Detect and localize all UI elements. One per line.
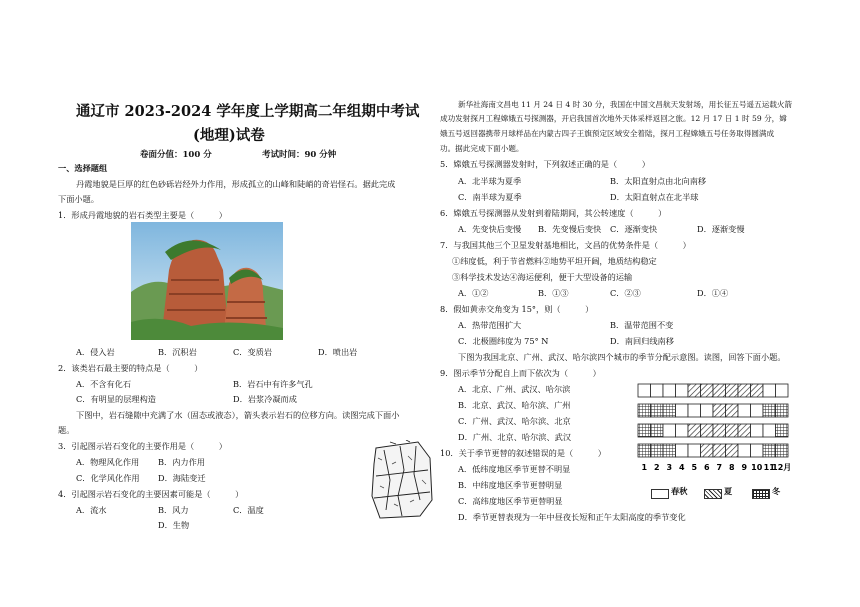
season-cell-row3-m9 <box>738 424 751 437</box>
q7-option-b: B．①③ <box>538 288 569 298</box>
q4-option-d: D．生物 <box>158 520 190 530</box>
season-cell-row3-m5 <box>688 424 701 437</box>
q8-option-b: B．温带范围不变 <box>610 320 674 330</box>
question-10: 10．关于季节更替的叙述错误的是（ ） <box>440 448 606 458</box>
q1-option-a: A．侵入岩 <box>76 347 115 357</box>
q9-option-a: A．北京、广州、武汉、哈尔滨 <box>458 384 571 394</box>
season-cell-row4-m6 <box>701 444 714 457</box>
month-tick-label: 12月 <box>772 463 792 472</box>
season-cell-row4-m3 <box>663 444 676 457</box>
legend-winter-swatch <box>752 489 770 499</box>
q6-option-c: C．逐渐变快 <box>610 224 658 234</box>
q9-option-c: C．广州、武汉、哈尔滨、北京 <box>458 416 571 426</box>
month-tick-label: 3 <box>666 463 673 472</box>
season-cell-row1-m7 <box>713 384 726 397</box>
season-cell-row3-m1 <box>638 424 651 437</box>
q6-option-b: B．先变慢后变快 <box>538 224 602 234</box>
intro-text: 下面小题。 <box>58 194 99 204</box>
question-1: 1．形成丹霞地貌的岩石类型主要是（ ） <box>58 210 227 220</box>
q5-option-a: A．北半球为夏季 <box>458 176 522 186</box>
time-info: 考试时间：90 分钟 <box>262 150 337 160</box>
season-cell-row4-m10 <box>751 444 764 457</box>
month-tick-label: 10 <box>751 463 763 472</box>
question-4: 4．引起图示岩石变化的主要因素可能是（ ） <box>58 489 244 499</box>
season-cell-row1-m3 <box>663 384 676 397</box>
season-cell-row2-m2 <box>651 404 664 417</box>
section-heading: 一、选择题组 <box>58 163 108 173</box>
q9-option-d: D．广州、北京、哈尔滨、武汉 <box>458 432 572 442</box>
question-6: 6．嫦娥五号探测器从发射到着陆期间，其公转速度（ ） <box>440 208 667 218</box>
season-cell-row4-m7 <box>713 444 726 457</box>
season-cell-row1-m10 <box>751 384 764 397</box>
q6-option-a: A．先变快后变慢 <box>458 224 522 234</box>
season-cell-row4-m11 <box>763 444 776 457</box>
season-cell-row1-m12 <box>776 384 789 397</box>
q2-option-a: A．不含有化石 <box>76 379 132 389</box>
q7-option-a: A．①② <box>458 288 489 298</box>
season-cell-row1-m4 <box>676 384 689 397</box>
q9-option-b: B．北京、武汉、哈尔滨、广州 <box>458 400 571 410</box>
q3-option-a: A．物理风化作用 <box>76 457 140 467</box>
legend-winter-label: 冬 <box>772 486 781 496</box>
danxia-photo <box>131 222 283 340</box>
legend-summer-label: 夏 <box>724 486 733 496</box>
q4-option-b: B．风力 <box>158 505 189 515</box>
q3-option-d: D．海陆变迁 <box>158 473 206 483</box>
news-text: 功。据此完成下面小题。 <box>440 144 524 153</box>
q1-option-c: C．变质岩 <box>233 347 273 357</box>
season-cell-row3-m6 <box>701 424 714 437</box>
legend-spring-autumn-swatch <box>651 489 669 499</box>
month-tick-label: 8 <box>728 463 735 472</box>
news-text: 新华社海南文昌电 11 月 24 日 4 时 30 分，我国在中国文昌航天发射场，用长征五号遥五运载火箭 <box>458 100 793 109</box>
month-tick-label: 4 <box>678 463 685 472</box>
season-cell-row1-m6 <box>701 384 714 397</box>
q3-option-c: C．化学风化作用 <box>76 473 140 483</box>
season-cell-row1-m8 <box>726 384 739 397</box>
legend-spring-autumn-label: 春秋 <box>671 486 688 496</box>
q5-option-b: B．太阳直射点由北向南移 <box>610 176 707 186</box>
season-cell-row3-m7 <box>713 424 726 437</box>
q2-option-c: C．有明显的层理构造 <box>76 394 156 404</box>
rock-weathering-diagram <box>370 440 436 520</box>
q10-option-a: A．低纬度地区季节更替不明显 <box>458 464 571 474</box>
q2-option-b: B．岩石中有许多气孔 <box>233 379 313 389</box>
season-cell-row2-m11 <box>763 404 776 417</box>
intro-text: 题。 <box>58 425 75 435</box>
question-7: 7．与我国其他三个卫星发射基地相比，文昌的优势条件是（ ） <box>440 240 691 250</box>
q7-option-c: C．②③ <box>610 288 641 298</box>
q5-option-d: D．太阳直射点在北半球 <box>610 192 699 202</box>
month-tick-label: 6 <box>703 463 710 472</box>
season-cell-row3-m3 <box>663 424 676 437</box>
season-cell-row2-m3 <box>663 404 676 417</box>
season-cell-row1-m11 <box>763 384 776 397</box>
month-tick-label: 9 <box>741 463 748 472</box>
season-distribution-chart <box>630 382 800 502</box>
q3-option-b: B．内力作用 <box>158 457 205 467</box>
season-cell-row1-m1 <box>638 384 651 397</box>
q10-option-c: C．高纬度地区季节更替明显 <box>458 496 563 506</box>
q1-option-b: B．沉积岩 <box>158 347 197 357</box>
season-cell-row3-m8 <box>726 424 739 437</box>
season-cell-row3-m4 <box>676 424 689 437</box>
season-cell-row2-m8 <box>726 404 739 417</box>
q8-option-c: C．北极圈纬度为 75° N <box>458 336 549 346</box>
question-5: 5．嫦娥五号探测器发射时，下列叙述正确的是（ ） <box>440 159 650 169</box>
season-cell-row3-m11 <box>763 424 776 437</box>
season-cell-row3-m2 <box>651 424 664 437</box>
q5-option-c: C．南半球为夏季 <box>458 192 522 202</box>
legend-summer-swatch <box>704 489 722 499</box>
season-cell-row4-m5 <box>688 444 701 457</box>
exam-subtitle: (地理)试卷 <box>193 127 265 144</box>
season-cell-row4-m4 <box>676 444 689 457</box>
season-cell-row4-m2 <box>651 444 664 457</box>
season-cell-row2-m9 <box>738 404 751 417</box>
season-cell-row2-m6 <box>701 404 714 417</box>
season-cell-row3-m10 <box>751 424 764 437</box>
q2-option-d: D．岩浆冷凝而成 <box>233 394 297 404</box>
month-tick-label: 5 <box>691 463 698 472</box>
month-tick-label: 1 <box>641 463 648 472</box>
q8-option-a: A．热带范围扩大 <box>458 320 522 330</box>
intro-text: 丹霞地貌是巨厚的红色砂砾岩经外力作用，形成孤立的山峰和陡峭的奇岩怪石。据此完成 <box>76 179 396 189</box>
season-cell-row4-m9 <box>738 444 751 457</box>
q4-option-a: A．流水 <box>76 505 107 515</box>
news-text: 成功发射探月工程嫦娥五号探测器，开启我国首次地外天体采样返回之旅。12 月 17 日 1 时 59 分，嫦 <box>440 114 787 123</box>
score-info: 卷面分值：100 分 <box>140 150 212 160</box>
intro-text: 下图为我国北京、广州、武汉、哈尔滨四个城市的季节分配示意图。读图，回答下面小题。 <box>458 352 786 362</box>
news-text: 娥五号返回器携带月球样品在内蒙古四子王旗预定区域安全着陆，探月工程嫦娥五号任务取得圆满成 <box>440 129 775 138</box>
season-cell-row2-m1 <box>638 404 651 417</box>
q1-option-d: D．喷出岩 <box>318 347 358 357</box>
month-tick-label: 11 <box>763 463 775 472</box>
q8-option-d: D．南回归线南移 <box>610 336 674 346</box>
season-cell-row1-m5 <box>688 384 701 397</box>
q7-option-d: D．①④ <box>697 288 729 298</box>
question-3: 3．引起图示岩石变化的主要作用是（ ） <box>58 441 227 451</box>
season-cell-row2-m4 <box>676 404 689 417</box>
question-2: 2．该类岩石最主要的特点是（ ） <box>58 363 203 373</box>
exam-title: 通辽市 2023-2024 学年度上学期高二年组期中考试 <box>76 103 420 120</box>
season-cell-row2-m10 <box>751 404 764 417</box>
intro-text: 下图中，岩石缝隙中充满了水（固态或液态），箭头表示岩石的位移方向。读图完成下面小 <box>76 410 400 420</box>
question-8: 8．假如黄赤交角变为 15°，则（ ） <box>440 304 594 314</box>
season-cell-row1-m2 <box>651 384 664 397</box>
month-tick-label: 7 <box>716 463 723 472</box>
q7-statement: ③科学技术发达④海运便利，便于大型设备的运输 <box>452 272 633 282</box>
q10-option-b: B．中纬度地区季节更替明显 <box>458 480 563 490</box>
season-cell-row2-m12 <box>776 404 789 417</box>
q10-option-d: D．季节更替表现为一年中昼夜长短和正午太阳高度的季节变化 <box>458 512 686 522</box>
season-cell-row4-m12 <box>776 444 789 457</box>
q6-option-d: D．逐渐变慢 <box>697 224 745 234</box>
season-cell-row3-m12 <box>776 424 789 437</box>
q7-statement: ①纬度低，利于节省燃料②地势平坦开阔，地质结构稳定 <box>452 256 657 266</box>
month-tick-label: 2 <box>653 463 660 472</box>
season-cell-row2-m5 <box>688 404 701 417</box>
season-cell-row2-m7 <box>713 404 726 417</box>
season-cell-row4-m8 <box>726 444 739 457</box>
season-cell-row1-m9 <box>738 384 751 397</box>
season-cell-row4-m1 <box>638 444 651 457</box>
q4-option-c: C．温度 <box>233 505 264 515</box>
question-9: 9．图示季节分配自上而下依次为（ ） <box>440 368 601 378</box>
